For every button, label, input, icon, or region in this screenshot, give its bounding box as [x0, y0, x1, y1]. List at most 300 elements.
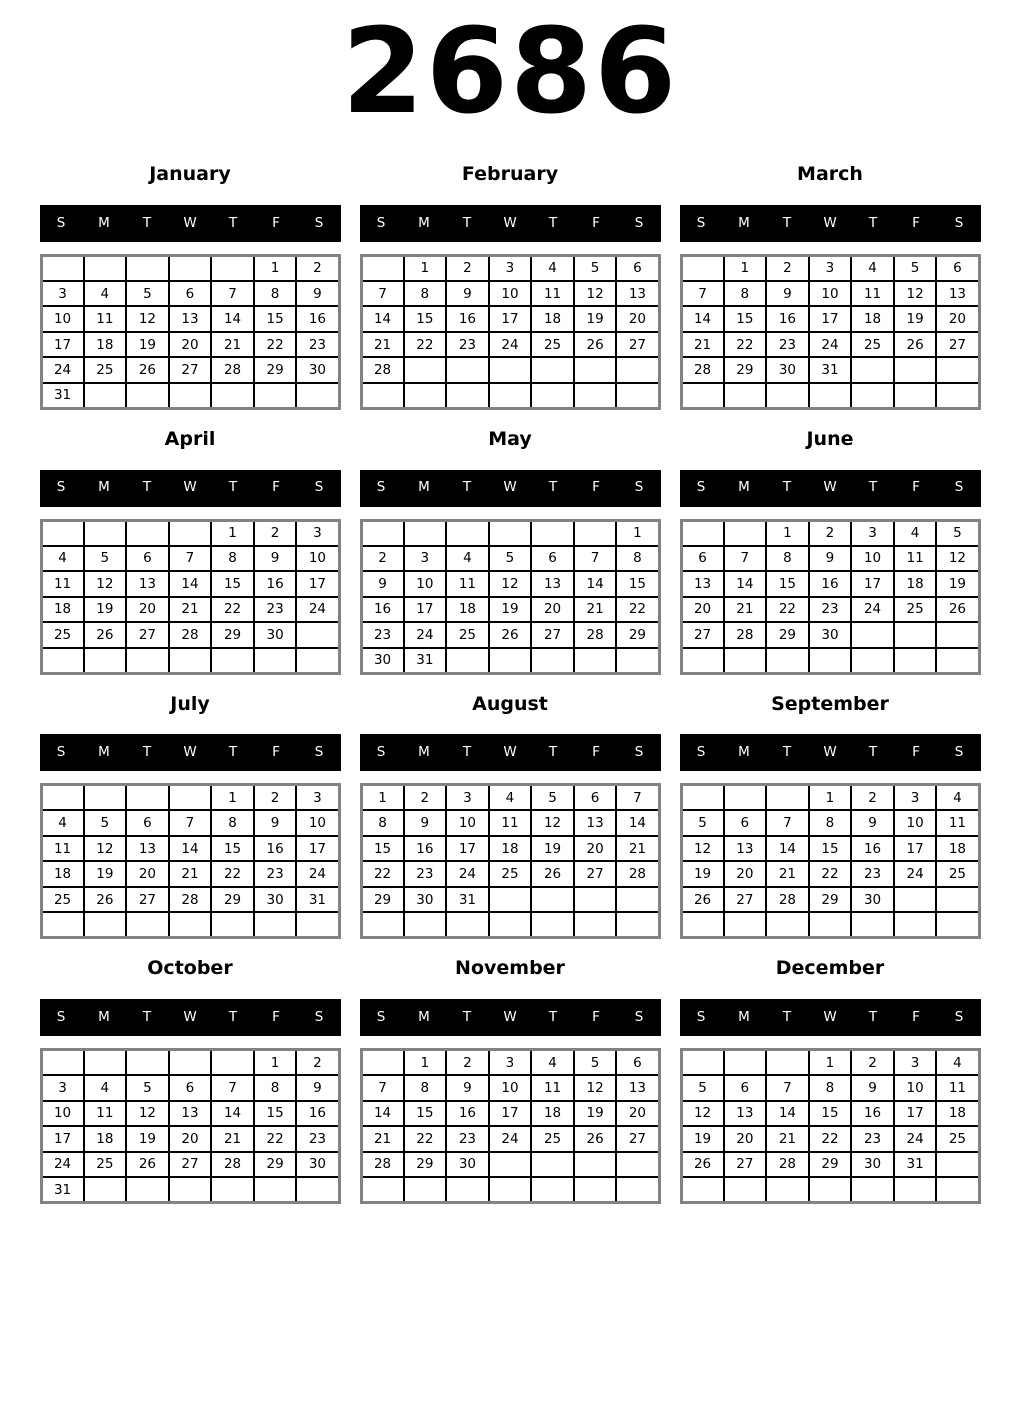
week-row: [361, 1177, 659, 1203]
month-title: April: [164, 427, 216, 450]
day-cell: 15: [616, 571, 659, 597]
month-block: [40, 163, 341, 410]
week-row: [681, 810, 979, 836]
day-cell: 10: [404, 571, 447, 597]
empty-day-cell: [126, 648, 169, 674]
day-cell: 16: [766, 306, 809, 332]
empty-day-cell: [211, 383, 254, 409]
month-title: August: [472, 692, 548, 715]
month-grid: [40, 783, 341, 939]
empty-day-cell: [361, 912, 404, 938]
weekday-label: S: [56, 744, 66, 761]
day-cell: 4: [41, 546, 84, 572]
day-cell: 14: [766, 836, 809, 862]
day-cell: 10: [851, 546, 894, 572]
empty-day-cell: [41, 785, 84, 811]
month-block: [360, 428, 661, 675]
day-cell: 6: [724, 810, 767, 836]
week-row: [41, 546, 339, 572]
day-cell: 1: [809, 1050, 852, 1076]
day-cell: 26: [126, 1152, 169, 1178]
day-cell: 5: [489, 546, 532, 572]
empty-day-cell: [446, 520, 489, 546]
day-cell: 5: [681, 1075, 724, 1101]
day-cell: 8: [766, 546, 809, 572]
weekday-label: T: [782, 479, 792, 496]
weekday-header-bar: [40, 470, 341, 507]
day-cell: 26: [894, 332, 937, 358]
weekday-label: S: [56, 1008, 66, 1025]
empty-day-cell: [41, 520, 84, 546]
week-row: [41, 785, 339, 811]
week-row: [681, 1101, 979, 1127]
day-cell: 5: [681, 810, 724, 836]
month-block: [680, 163, 981, 410]
weekday-label: F: [912, 479, 920, 496]
day-cell: 26: [531, 861, 574, 887]
empty-day-cell: [936, 887, 979, 913]
year-title: 2686: [341, 2, 679, 140]
day-cell: 18: [936, 1101, 979, 1127]
day-cell: 7: [169, 546, 212, 572]
day-cell: 25: [41, 622, 84, 648]
day-cell: 11: [851, 281, 894, 307]
empty-day-cell: [404, 912, 447, 938]
day-cell: 16: [296, 1101, 339, 1127]
day-cell: 24: [41, 357, 84, 383]
day-cell: 9: [446, 1075, 489, 1101]
empty-day-cell: [41, 255, 84, 281]
week-row: [681, 546, 979, 572]
day-cell: 22: [766, 597, 809, 623]
empty-day-cell: [724, 912, 767, 938]
day-cell: 14: [361, 1101, 404, 1127]
day-cell: 12: [681, 836, 724, 862]
day-cell: 1: [254, 255, 297, 281]
day-cell: 30: [404, 887, 447, 913]
weekday-label: F: [272, 479, 280, 496]
weekday-label: S: [314, 214, 324, 231]
month-block: [680, 693, 981, 940]
day-cell: 25: [84, 1152, 127, 1178]
month-grid: [40, 254, 341, 410]
empty-day-cell: [724, 1177, 767, 1203]
day-cell: 8: [254, 281, 297, 307]
day-cell: 23: [254, 861, 297, 887]
empty-day-cell: [724, 648, 767, 674]
empty-day-cell: [531, 383, 574, 409]
day-cell: 12: [126, 1101, 169, 1127]
day-cell: 30: [254, 887, 297, 913]
day-cell: 26: [126, 357, 169, 383]
empty-day-cell: [126, 520, 169, 546]
day-cell: 8: [404, 1075, 447, 1101]
weekday-label: T: [868, 1008, 878, 1025]
day-cell: 9: [404, 810, 447, 836]
day-cell: 10: [489, 1075, 532, 1101]
weekday-label: S: [314, 1008, 324, 1025]
day-cell: 3: [489, 255, 532, 281]
day-cell: 31: [809, 357, 852, 383]
day-cell: 21: [361, 332, 404, 358]
day-cell: 3: [489, 1050, 532, 1076]
day-cell: 6: [531, 546, 574, 572]
day-cell: 22: [809, 1126, 852, 1152]
empty-day-cell: [894, 887, 937, 913]
empty-day-cell: [851, 1177, 894, 1203]
weekday-label: T: [462, 479, 472, 496]
day-cell: 30: [254, 622, 297, 648]
empty-day-cell: [766, 912, 809, 938]
day-cell: 30: [766, 357, 809, 383]
empty-day-cell: [169, 255, 212, 281]
day-cell: 19: [574, 306, 617, 332]
empty-day-cell: [616, 887, 659, 913]
day-cell: 17: [296, 571, 339, 597]
day-cell: 28: [616, 861, 659, 887]
day-cell: 22: [254, 1126, 297, 1152]
week-row: [41, 332, 339, 358]
day-cell: 26: [574, 332, 617, 358]
day-cell: 10: [296, 810, 339, 836]
day-cell: 12: [84, 836, 127, 862]
day-cell: 11: [446, 571, 489, 597]
day-cell: 14: [169, 571, 212, 597]
empty-day-cell: [41, 1050, 84, 1076]
week-row: [361, 836, 659, 862]
day-cell: 5: [936, 520, 979, 546]
day-cell: 29: [404, 1152, 447, 1178]
day-cell: 23: [809, 597, 852, 623]
day-cell: 27: [936, 332, 979, 358]
day-cell: 17: [894, 836, 937, 862]
empty-day-cell: [616, 1152, 659, 1178]
day-cell: 6: [936, 255, 979, 281]
day-cell: 18: [894, 571, 937, 597]
day-cell: 14: [361, 306, 404, 332]
day-cell: 27: [531, 622, 574, 648]
weekday-label: T: [228, 744, 238, 761]
empty-day-cell: [169, 912, 212, 938]
week-row: [361, 648, 659, 674]
day-cell: 15: [809, 1101, 852, 1127]
day-cell: 17: [296, 836, 339, 862]
empty-day-cell: [296, 648, 339, 674]
day-cell: 27: [574, 861, 617, 887]
day-cell: 20: [724, 861, 767, 887]
day-cell: 25: [936, 1126, 979, 1152]
month-block: [360, 163, 661, 410]
empty-day-cell: [126, 1050, 169, 1076]
day-cell: 1: [616, 520, 659, 546]
day-cell: 6: [126, 810, 169, 836]
day-cell: 19: [531, 836, 574, 862]
week-row: [681, 255, 979, 281]
month-grid: [360, 783, 661, 939]
weekday-label: S: [56, 479, 66, 496]
week-row: [681, 836, 979, 862]
day-cell: 8: [809, 1075, 852, 1101]
day-cell: 18: [84, 332, 127, 358]
day-cell: 2: [296, 255, 339, 281]
empty-day-cell: [681, 255, 724, 281]
weekday-label: T: [462, 214, 472, 231]
empty-day-cell: [489, 357, 532, 383]
day-cell: 24: [446, 861, 489, 887]
weekday-label: M: [98, 214, 110, 231]
weekday-label: W: [503, 744, 517, 761]
empty-day-cell: [531, 357, 574, 383]
day-cell: 5: [894, 255, 937, 281]
day-cell: 1: [404, 255, 447, 281]
day-cell: 8: [254, 1075, 297, 1101]
day-cell: 3: [41, 1075, 84, 1101]
week-row: [41, 1177, 339, 1203]
empty-day-cell: [361, 520, 404, 546]
day-cell: 1: [211, 785, 254, 811]
empty-day-cell: [211, 255, 254, 281]
week-row: [41, 1126, 339, 1152]
day-cell: 23: [446, 1126, 489, 1152]
weekday-label: M: [738, 479, 750, 496]
day-cell: 15: [404, 1101, 447, 1127]
empty-day-cell: [446, 648, 489, 674]
empty-day-cell: [681, 1050, 724, 1076]
empty-day-cell: [254, 648, 297, 674]
day-cell: 6: [616, 255, 659, 281]
day-cell: 30: [296, 357, 339, 383]
weekday-header-bar: [40, 205, 341, 242]
day-cell: 18: [531, 306, 574, 332]
day-cell: 23: [254, 597, 297, 623]
day-cell: 27: [126, 887, 169, 913]
empty-day-cell: [254, 912, 297, 938]
day-cell: 31: [894, 1152, 937, 1178]
week-row: [41, 1050, 339, 1076]
day-cell: 3: [296, 520, 339, 546]
empty-day-cell: [489, 1177, 532, 1203]
day-cell: 9: [254, 810, 297, 836]
empty-day-cell: [126, 1177, 169, 1203]
week-row: [361, 912, 659, 938]
day-cell: 14: [681, 306, 724, 332]
day-cell: 7: [211, 1075, 254, 1101]
weekday-label: W: [183, 479, 197, 496]
week-row: [361, 255, 659, 281]
day-cell: 27: [724, 1152, 767, 1178]
day-cell: 29: [809, 887, 852, 913]
month-block: [680, 957, 981, 1204]
weekday-label: F: [272, 1008, 280, 1025]
weekday-label: S: [314, 744, 324, 761]
weekday-label: S: [696, 214, 706, 231]
day-cell: 3: [809, 255, 852, 281]
weekday-label: T: [782, 744, 792, 761]
weekday-label: S: [954, 744, 964, 761]
day-cell: 30: [809, 622, 852, 648]
day-cell: 2: [296, 1050, 339, 1076]
empty-day-cell: [84, 520, 127, 546]
weekday-header-bar: [360, 205, 661, 242]
empty-day-cell: [489, 1152, 532, 1178]
weekday-header-bar: [40, 999, 341, 1036]
empty-day-cell: [574, 520, 617, 546]
day-cell: 13: [616, 281, 659, 307]
day-cell: 21: [211, 1126, 254, 1152]
week-row: [41, 255, 339, 281]
week-row: [41, 281, 339, 307]
empty-day-cell: [41, 648, 84, 674]
day-cell: 3: [446, 785, 489, 811]
week-row: [681, 597, 979, 623]
month-block: [40, 693, 341, 940]
empty-day-cell: [404, 1177, 447, 1203]
day-cell: 1: [361, 785, 404, 811]
day-cell: 20: [126, 861, 169, 887]
day-cell: 21: [766, 861, 809, 887]
month-title: May: [488, 427, 532, 450]
day-cell: 12: [936, 546, 979, 572]
day-cell: 26: [936, 597, 979, 623]
day-cell: 2: [851, 1050, 894, 1076]
weekday-label: S: [634, 744, 644, 761]
weekday-label: M: [98, 479, 110, 496]
day-cell: 13: [169, 1101, 212, 1127]
day-cell: 2: [446, 1050, 489, 1076]
day-cell: 28: [724, 622, 767, 648]
empty-day-cell: [296, 1177, 339, 1203]
week-row: [361, 332, 659, 358]
weekday-label: T: [462, 1008, 472, 1025]
day-cell: 25: [489, 861, 532, 887]
weekday-label: S: [954, 479, 964, 496]
empty-day-cell: [361, 383, 404, 409]
month-title: September: [771, 692, 889, 715]
empty-day-cell: [489, 520, 532, 546]
day-cell: 23: [404, 861, 447, 887]
day-cell: 19: [489, 597, 532, 623]
day-cell: 10: [41, 1101, 84, 1127]
day-cell: 2: [361, 546, 404, 572]
day-cell: 1: [404, 1050, 447, 1076]
day-cell: 16: [851, 1101, 894, 1127]
day-cell: 23: [851, 1126, 894, 1152]
empty-day-cell: [894, 383, 937, 409]
day-cell: 29: [616, 622, 659, 648]
day-cell: 5: [84, 810, 127, 836]
week-row: [681, 622, 979, 648]
day-cell: 7: [361, 1075, 404, 1101]
weekday-label: W: [183, 744, 197, 761]
week-row: [41, 912, 339, 938]
empty-day-cell: [126, 255, 169, 281]
day-cell: 4: [851, 255, 894, 281]
day-cell: 18: [851, 306, 894, 332]
day-cell: 12: [126, 306, 169, 332]
week-row: [681, 306, 979, 332]
day-cell: 6: [169, 1075, 212, 1101]
day-cell: 29: [254, 1152, 297, 1178]
empty-day-cell: [936, 383, 979, 409]
day-cell: 18: [531, 1101, 574, 1127]
day-cell: 31: [296, 887, 339, 913]
day-cell: 27: [616, 1126, 659, 1152]
day-cell: 25: [894, 597, 937, 623]
empty-day-cell: [169, 648, 212, 674]
day-cell: 22: [724, 332, 767, 358]
day-cell: 9: [254, 546, 297, 572]
day-cell: 23: [296, 1126, 339, 1152]
month-grid: [360, 519, 661, 675]
week-row: [41, 1101, 339, 1127]
week-row: [681, 887, 979, 913]
day-cell: 10: [894, 810, 937, 836]
day-cell: 4: [894, 520, 937, 546]
day-cell: 17: [894, 1101, 937, 1127]
empty-day-cell: [169, 520, 212, 546]
empty-day-cell: [724, 785, 767, 811]
weekday-label: S: [696, 744, 706, 761]
day-cell: 14: [169, 836, 212, 862]
day-cell: 7: [574, 546, 617, 572]
day-cell: 17: [404, 597, 447, 623]
day-cell: 23: [361, 622, 404, 648]
weekday-label: F: [912, 1008, 920, 1025]
weekday-label: S: [376, 214, 386, 231]
day-cell: 28: [766, 1152, 809, 1178]
empty-day-cell: [531, 1177, 574, 1203]
day-cell: 14: [616, 810, 659, 836]
weekday-label: W: [823, 744, 837, 761]
month-grid: [680, 254, 981, 410]
day-cell: 24: [404, 622, 447, 648]
day-cell: 20: [936, 306, 979, 332]
day-cell: 29: [361, 887, 404, 913]
empty-day-cell: [724, 520, 767, 546]
weekday-label: F: [272, 744, 280, 761]
weekday-label: M: [738, 1008, 750, 1025]
day-cell: 16: [296, 306, 339, 332]
day-cell: 12: [489, 571, 532, 597]
empty-day-cell: [211, 648, 254, 674]
day-cell: 19: [84, 861, 127, 887]
day-cell: 20: [724, 1126, 767, 1152]
day-cell: 18: [446, 597, 489, 623]
day-cell: 19: [936, 571, 979, 597]
empty-day-cell: [574, 1152, 617, 1178]
day-cell: 8: [211, 810, 254, 836]
day-cell: 11: [489, 810, 532, 836]
month-grid: [680, 1048, 981, 1204]
weekday-label: F: [272, 214, 280, 231]
day-cell: 12: [894, 281, 937, 307]
day-cell: 18: [41, 597, 84, 623]
empty-day-cell: [531, 1152, 574, 1178]
weekday-label: S: [634, 479, 644, 496]
day-cell: 30: [446, 1152, 489, 1178]
week-row: [41, 520, 339, 546]
day-cell: 19: [84, 597, 127, 623]
empty-day-cell: [894, 357, 937, 383]
empty-day-cell: [724, 1050, 767, 1076]
day-cell: 16: [446, 1101, 489, 1127]
weekday-label: S: [56, 214, 66, 231]
week-row: [361, 861, 659, 887]
weekday-label: M: [738, 214, 750, 231]
weekday-label: F: [592, 1008, 600, 1025]
weekday-label: S: [376, 479, 386, 496]
week-row: [41, 648, 339, 674]
